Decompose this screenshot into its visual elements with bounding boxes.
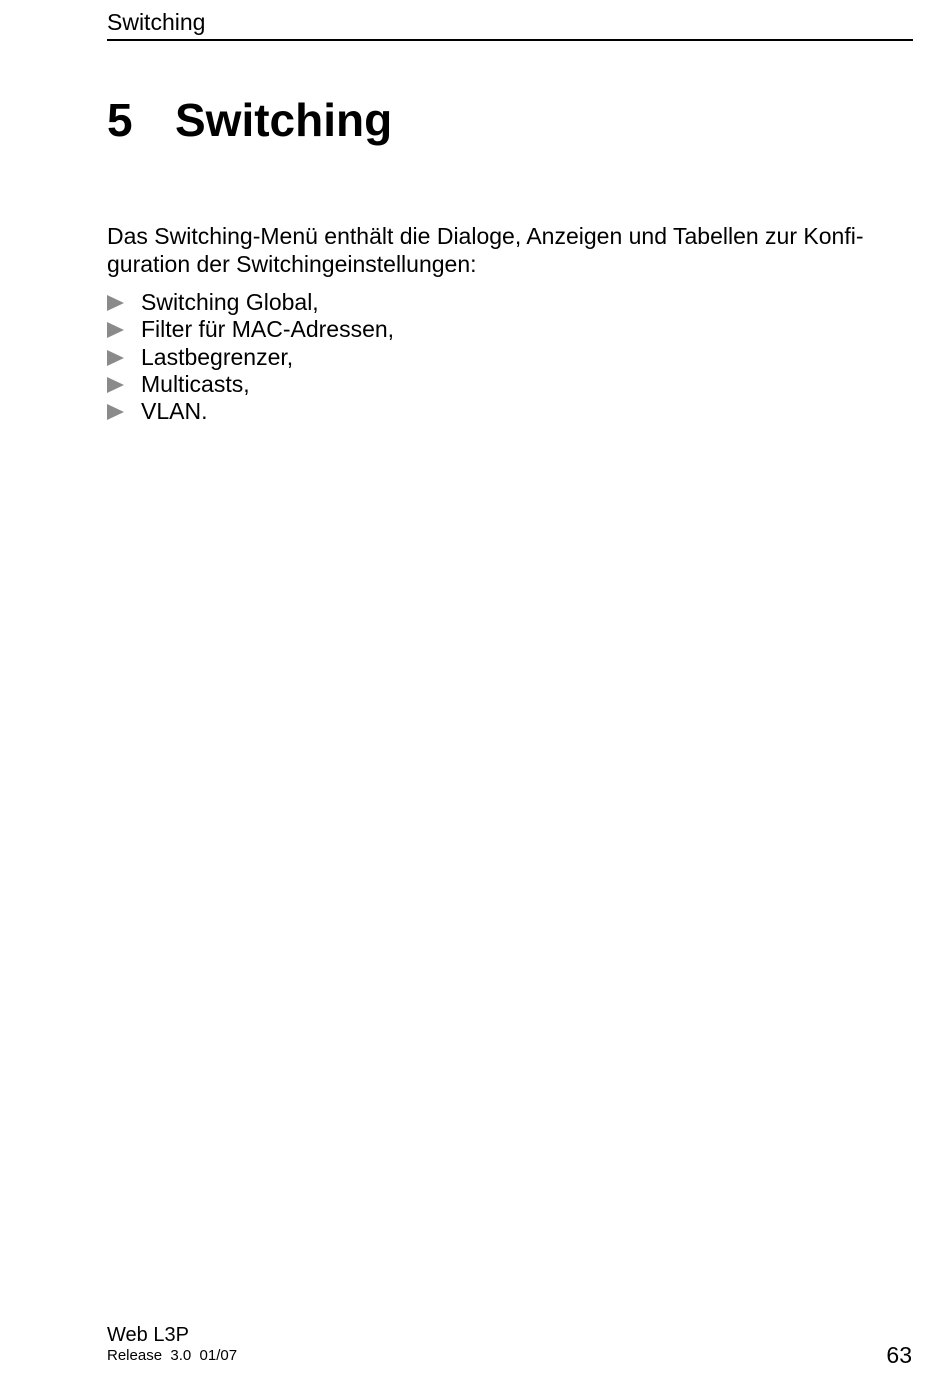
list-item [107, 316, 394, 343]
list-item-label: Lastbegrenzer, [141, 343, 294, 370]
footer-product-name: Web L3P [107, 1324, 189, 1346]
triangle-bullet-icon [107, 295, 124, 311]
list-item-label: Switching Global, [141, 289, 319, 315]
list-item [107, 289, 394, 316]
switching-menu-list [107, 289, 394, 425]
triangle-bullet-icon [107, 377, 124, 393]
triangle-bullet-icon [107, 404, 124, 420]
triangle-bullet-icon [107, 350, 124, 366]
list-item [107, 398, 394, 425]
intro-paragraph [107, 222, 913, 278]
triangle-bullet-icon [107, 322, 124, 338]
list-item-label: VLAN. [141, 398, 208, 425]
page-number: 63 [886, 1342, 912, 1368]
list-item-label: Multicasts, [141, 370, 250, 397]
list-item [107, 371, 394, 398]
intro-line-1: Das Switching-Menü enthält die Dialoge, Anzeigen und Tabellen zur Konfi- [107, 223, 864, 249]
footer-release-info: Release 3.0 01/07 [107, 1347, 238, 1364]
running-header: Switching [107, 9, 206, 35]
header-divider [107, 39, 913, 41]
list-item-label: Filter für MAC-Adressen, [141, 316, 395, 343]
list-item [107, 344, 394, 371]
intro-line-2: guration der Switchingeinstellungen: [107, 251, 477, 277]
chapter-number: 5 [107, 94, 133, 146]
chapter-heading [107, 92, 392, 148]
chapter-title: Switching [175, 94, 393, 146]
